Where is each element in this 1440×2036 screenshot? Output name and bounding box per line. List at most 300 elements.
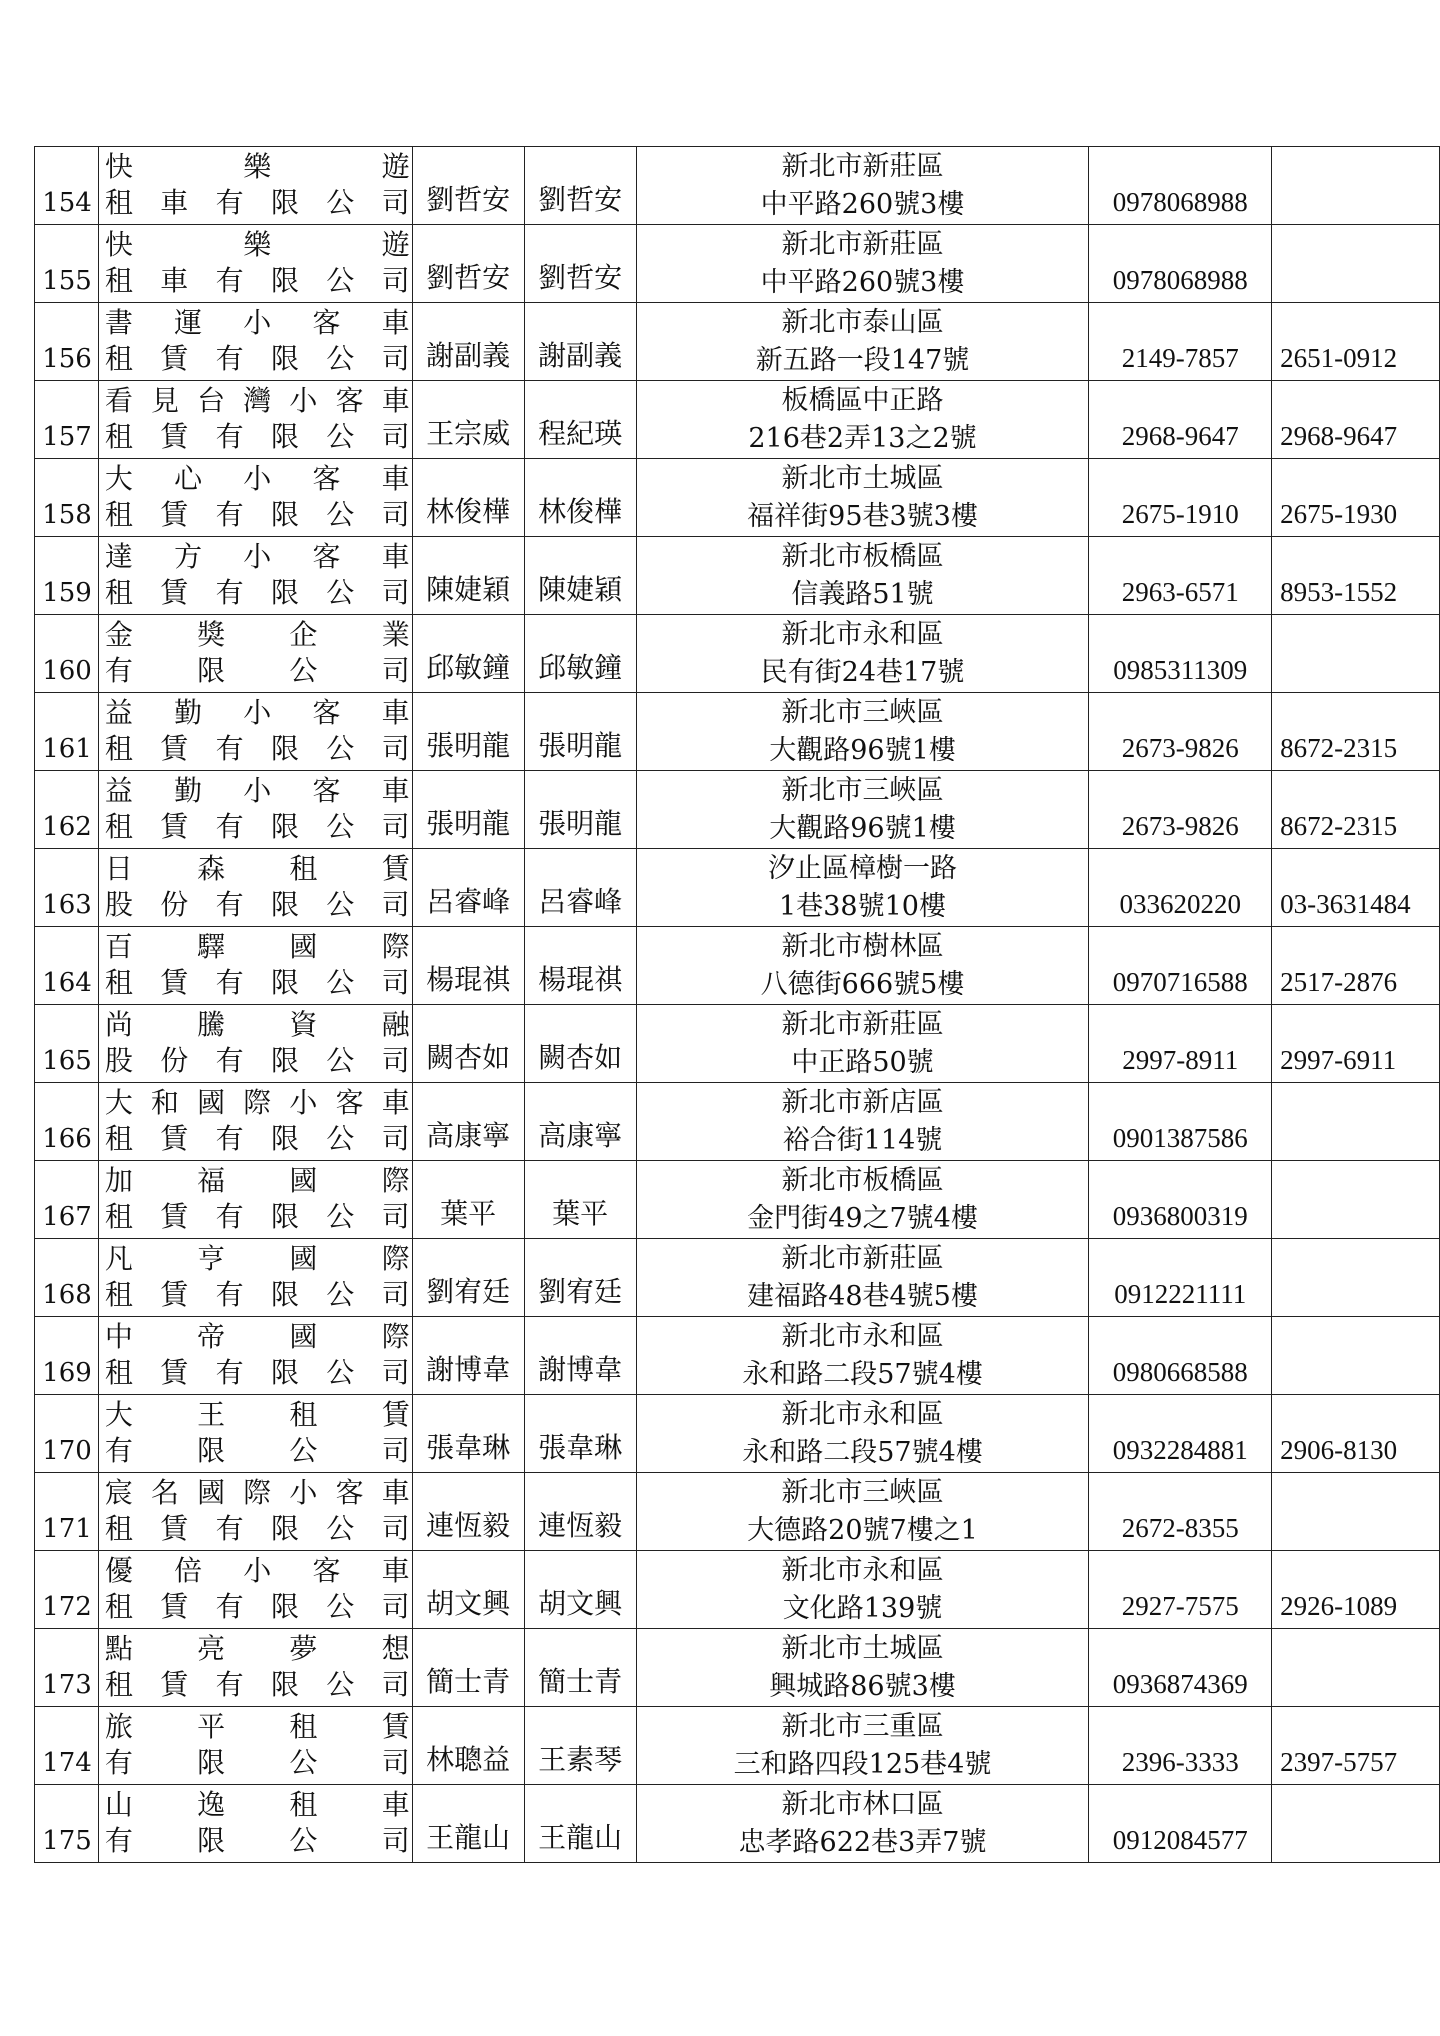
company-char: 有 [215, 888, 244, 921]
company-char: 公 [326, 1044, 355, 1077]
address-line2: 興城路86號3樓 [769, 1671, 956, 1702]
company-char: 租 [289, 1788, 318, 1821]
row-number: 173 [35, 1629, 99, 1707]
company-char: 限 [270, 1278, 299, 1311]
contact-person: 葉平 [524, 1161, 636, 1239]
company-char: 賃 [160, 576, 189, 609]
address-line1: 新北市板橋區 [781, 541, 944, 572]
representative: 張明龍 [412, 771, 524, 849]
company-char: 公 [326, 498, 355, 531]
representative: 劉哲安 [412, 147, 524, 225]
company-char: 國 [289, 1164, 318, 1197]
address [636, 615, 1089, 693]
company-char: 夢 [289, 1632, 318, 1665]
company-name-line2 [105, 888, 410, 922]
company-char: 有 [215, 498, 244, 531]
company-char: 司 [381, 654, 410, 687]
company-name [98, 1083, 412, 1161]
company-name-line2 [105, 342, 410, 376]
phone-secondary: 2397-5757 [1272, 1707, 1440, 1785]
company-char: 限 [270, 498, 299, 531]
company-name [98, 1551, 412, 1629]
contact-person: 連恆毅 [524, 1473, 636, 1551]
company-name-line2 [105, 654, 410, 688]
address [636, 927, 1089, 1005]
company-name-line1 [105, 852, 410, 886]
representative: 劉哲安 [412, 225, 524, 303]
company-char: 企 [289, 618, 318, 651]
company-char: 樂 [243, 150, 272, 183]
company-char: 有 [215, 1512, 244, 1545]
company-char: 公 [326, 1356, 355, 1389]
company-char: 車 [160, 186, 189, 219]
company-char: 小 [243, 540, 272, 573]
company-char: 車 [381, 306, 410, 339]
contact-person: 胡文興 [524, 1551, 636, 1629]
company-char: 看 [104, 384, 133, 417]
address-line2: 信義路51號 [791, 579, 934, 610]
company-char: 車 [381, 462, 410, 495]
row-number: 158 [35, 459, 99, 537]
phone-primary: 0912084577 [1089, 1785, 1272, 1863]
company-char: 限 [270, 1668, 299, 1701]
company-name-line1 [105, 462, 410, 496]
address-line1: 新北市三峽區 [781, 697, 944, 728]
representative: 劉宥廷 [412, 1239, 524, 1317]
company-char: 車 [381, 1554, 410, 1587]
phone-primary: 2396-3333 [1089, 1707, 1272, 1785]
representative: 連恆毅 [412, 1473, 524, 1551]
row-number: 174 [35, 1707, 99, 1785]
company-name-line1 [105, 1008, 410, 1042]
table-row [35, 1239, 1440, 1317]
company-name-line2 [105, 1590, 410, 1624]
company-char: 租 [104, 1590, 133, 1623]
company-char: 有 [215, 1044, 244, 1077]
company-char: 公 [289, 1434, 318, 1467]
company-char: 際 [381, 1320, 410, 1353]
company-char: 賃 [160, 810, 189, 843]
phone-primary: 0985311309 [1089, 615, 1272, 693]
table-body [35, 147, 1440, 1863]
company-name [98, 1317, 412, 1395]
contact-person: 張韋琳 [524, 1395, 636, 1473]
phone-secondary: 8672-2315 [1272, 771, 1440, 849]
company-char: 有 [215, 810, 244, 843]
company-char: 限 [197, 1434, 226, 1467]
company-name [98, 927, 412, 1005]
company-char: 股 [104, 1044, 133, 1077]
representative: 林俊樺 [412, 459, 524, 537]
company-char: 限 [270, 732, 299, 765]
company-char: 車 [381, 774, 410, 807]
company-char: 見 [151, 384, 180, 417]
address [636, 225, 1089, 303]
company-name-line1 [105, 384, 410, 418]
company-char: 快 [104, 150, 133, 183]
company-char: 百 [104, 930, 133, 963]
address-line1: 新北市林口區 [781, 1789, 944, 1820]
address [636, 1161, 1089, 1239]
company-char: 公 [326, 264, 355, 297]
company-char: 司 [381, 1434, 410, 1467]
company-char: 賃 [160, 1278, 189, 1311]
table-row [35, 1395, 1440, 1473]
company-char: 賃 [160, 420, 189, 453]
company-char: 國 [289, 1320, 318, 1353]
address-line1: 新北市板橋區 [781, 1165, 944, 1196]
company-char: 公 [326, 1278, 355, 1311]
table-row [35, 693, 1440, 771]
company-name [98, 1239, 412, 1317]
address [636, 537, 1089, 615]
company-char: 遊 [381, 150, 410, 183]
company-name-line1 [105, 1788, 410, 1822]
company-char: 租 [104, 498, 133, 531]
row-number: 165 [35, 1005, 99, 1083]
company-char: 限 [270, 810, 299, 843]
company-char: 車 [381, 1788, 410, 1821]
company-char: 公 [326, 186, 355, 219]
row-number: 161 [35, 693, 99, 771]
company-char: 勤 [174, 774, 203, 807]
phone-primary: 0936800319 [1089, 1161, 1272, 1239]
company-char: 司 [381, 810, 410, 843]
company-char: 司 [381, 420, 410, 453]
company-name [98, 1161, 412, 1239]
company-char: 大 [104, 1086, 133, 1119]
company-name-line2 [105, 732, 410, 766]
row-number: 154 [35, 147, 99, 225]
company-char: 車 [381, 696, 410, 729]
company-char: 租 [104, 966, 133, 999]
address-line2: 大觀路96號1樓 [769, 735, 956, 766]
representative: 胡文興 [412, 1551, 524, 1629]
company-char: 有 [215, 342, 244, 375]
company-char: 小 [243, 1554, 272, 1587]
company-char: 有 [215, 186, 244, 219]
company-char: 公 [326, 1200, 355, 1233]
company-char: 租 [104, 1356, 133, 1389]
address [636, 1083, 1089, 1161]
company-char: 樂 [243, 228, 272, 261]
company-char: 公 [326, 1590, 355, 1623]
representative: 楊琨祺 [412, 927, 524, 1005]
company-char: 倍 [174, 1554, 203, 1587]
company-char: 日 [104, 852, 133, 885]
company-char: 宸 [104, 1476, 133, 1509]
row-number: 157 [35, 381, 99, 459]
company-char: 際 [243, 1476, 272, 1509]
phone-primary: 2673-9826 [1089, 771, 1272, 849]
company-char: 心 [174, 462, 203, 495]
address-line1: 新北市樹林區 [781, 931, 944, 962]
phone-primary: 2968-9647 [1089, 381, 1272, 459]
company-char: 車 [381, 1476, 410, 1509]
company-char: 司 [381, 1044, 410, 1077]
company-char: 租 [104, 1278, 133, 1311]
address-line1: 新北市新莊區 [781, 229, 944, 260]
address-line1: 新北市泰山區 [781, 307, 944, 338]
table-row [35, 1005, 1440, 1083]
company-name-line2 [105, 186, 410, 220]
representative: 張明龍 [412, 693, 524, 771]
company-char: 司 [381, 888, 410, 921]
company-char: 融 [381, 1008, 410, 1041]
company-char: 租 [289, 1398, 318, 1431]
address-line1: 新北市三峽區 [781, 775, 944, 806]
company-char: 台 [197, 384, 226, 417]
company-char: 賃 [381, 1710, 410, 1743]
table-row [35, 849, 1440, 927]
phone-secondary: 2675-1930 [1272, 459, 1440, 537]
address-line1: 新北市永和區 [781, 1399, 944, 1430]
company-char: 租 [104, 420, 133, 453]
phone-secondary [1272, 1083, 1440, 1161]
row-number: 170 [35, 1395, 99, 1473]
company-char: 司 [381, 1356, 410, 1389]
phone-secondary [1272, 615, 1440, 693]
company-name-line1 [105, 1242, 410, 1276]
row-number: 167 [35, 1161, 99, 1239]
address-line2: 民有街24巷17號 [760, 657, 965, 688]
phone-secondary: 2968-9647 [1272, 381, 1440, 459]
address-line1: 汐止區樟樹一路 [768, 853, 957, 884]
address [636, 381, 1089, 459]
company-char: 小 [289, 384, 318, 417]
row-number: 172 [35, 1551, 99, 1629]
company-char: 限 [270, 1590, 299, 1623]
company-char: 限 [270, 1044, 299, 1077]
company-name-line2 [105, 810, 410, 844]
company-name [98, 771, 412, 849]
address [636, 303, 1089, 381]
company-char: 有 [215, 732, 244, 765]
company-char: 公 [326, 1122, 355, 1155]
company-name-line1 [105, 1476, 410, 1510]
company-char: 加 [104, 1164, 133, 1197]
company-char: 司 [381, 342, 410, 375]
company-name-line2 [105, 1278, 410, 1312]
company-char: 際 [381, 930, 410, 963]
phone-primary: 0936874369 [1089, 1629, 1272, 1707]
table-row [35, 1161, 1440, 1239]
representative: 謝博韋 [412, 1317, 524, 1395]
company-char: 司 [381, 1200, 410, 1233]
company-char: 公 [326, 966, 355, 999]
phone-secondary [1272, 1473, 1440, 1551]
company-name-line1 [105, 696, 410, 730]
company-char: 際 [381, 1164, 410, 1197]
row-number: 162 [35, 771, 99, 849]
phone-secondary [1272, 1785, 1440, 1863]
company-name-line2 [105, 1044, 410, 1078]
company-name-line1 [105, 150, 410, 184]
contact-person: 呂睿峰 [524, 849, 636, 927]
company-char: 公 [289, 1824, 318, 1857]
table-row [35, 1551, 1440, 1629]
company-char: 灣 [243, 384, 272, 417]
company-char: 國 [289, 930, 318, 963]
company-char: 益 [104, 774, 133, 807]
company-char: 車 [381, 540, 410, 573]
company-char: 限 [270, 888, 299, 921]
phone-secondary [1272, 1239, 1440, 1317]
company-name-line1 [105, 1632, 410, 1666]
address [636, 1785, 1089, 1863]
company-name [98, 225, 412, 303]
table-row [35, 381, 1440, 459]
company-char: 限 [270, 966, 299, 999]
contact-person: 謝副義 [524, 303, 636, 381]
company-name-line1 [105, 930, 410, 964]
contact-person: 高康寧 [524, 1083, 636, 1161]
address-line2: 裕合街114號 [782, 1125, 943, 1156]
company-name [98, 1473, 412, 1551]
company-char: 司 [381, 1746, 410, 1779]
company-char: 大 [104, 1398, 133, 1431]
address-line2: 金門街49之7號4樓 [747, 1203, 978, 1234]
address-line2: 中平路260號3樓 [760, 189, 965, 220]
company-char: 名 [151, 1476, 180, 1509]
address-line1: 新北市永和區 [781, 1321, 944, 1352]
company-name [98, 693, 412, 771]
phone-secondary: 8953-1552 [1272, 537, 1440, 615]
company-char: 司 [381, 1590, 410, 1623]
contact-person: 王素琴 [524, 1707, 636, 1785]
company-char: 資 [289, 1008, 318, 1041]
phone-secondary [1272, 1161, 1440, 1239]
representative: 簡士青 [412, 1629, 524, 1707]
table-row [35, 1785, 1440, 1863]
company-char: 凡 [104, 1242, 133, 1275]
company-char: 益 [104, 696, 133, 729]
table-row [35, 927, 1440, 1005]
company-char: 獎 [197, 618, 226, 651]
company-char: 國 [289, 1242, 318, 1275]
company-char: 遊 [381, 228, 410, 261]
address [636, 849, 1089, 927]
address-line2: 新五路一段147號 [755, 345, 970, 376]
company-char: 份 [160, 888, 189, 921]
row-number: 160 [35, 615, 99, 693]
contact-person: 謝博韋 [524, 1317, 636, 1395]
company-name-line2 [105, 1824, 410, 1858]
contact-person: 邱敏鐘 [524, 615, 636, 693]
phone-primary: 0912221111 [1089, 1239, 1272, 1317]
table-row [35, 537, 1440, 615]
company-name [98, 1395, 412, 1473]
company-char: 司 [381, 1122, 410, 1155]
company-char: 運 [174, 306, 203, 339]
company-char: 賃 [160, 966, 189, 999]
company-char: 帝 [197, 1320, 226, 1353]
company-name [98, 147, 412, 225]
table-row [35, 225, 1440, 303]
company-char: 王 [197, 1398, 226, 1431]
company-name-line1 [105, 1710, 410, 1744]
company-char: 公 [326, 576, 355, 609]
company-name-line2 [105, 1356, 410, 1390]
phone-primary: 0970716588 [1089, 927, 1272, 1005]
company-char: 司 [381, 966, 410, 999]
company-char: 限 [270, 1356, 299, 1389]
row-number: 155 [35, 225, 99, 303]
company-char: 有 [215, 966, 244, 999]
company-char: 司 [381, 264, 410, 297]
company-name [98, 537, 412, 615]
company-char: 限 [270, 1200, 299, 1233]
representative: 王龍山 [412, 1785, 524, 1863]
address-line2: 中正路50號 [791, 1047, 934, 1078]
company-char: 公 [326, 1512, 355, 1545]
company-char: 賃 [160, 1590, 189, 1623]
row-number: 168 [35, 1239, 99, 1317]
phone-primary: 2673-9826 [1089, 693, 1272, 771]
phone-secondary: 03-3631484 [1272, 849, 1440, 927]
address-line2: 1巷38號10樓 [779, 891, 946, 922]
company-char: 限 [270, 1512, 299, 1545]
company-name [98, 1707, 412, 1785]
company-name-line1 [105, 540, 410, 574]
company-char: 快 [104, 228, 133, 261]
company-char: 司 [381, 498, 410, 531]
representative: 呂睿峰 [412, 849, 524, 927]
company-char: 有 [215, 1356, 244, 1389]
phone-secondary [1272, 225, 1440, 303]
company-char: 客 [335, 1086, 364, 1119]
company-char: 租 [104, 810, 133, 843]
phone-secondary: 2517-2876 [1272, 927, 1440, 1005]
address [636, 1551, 1089, 1629]
contact-person: 劉哲安 [524, 147, 636, 225]
phone-secondary: 2651-0912 [1272, 303, 1440, 381]
phone-secondary: 8672-2315 [1272, 693, 1440, 771]
address-line2: 大觀路96號1樓 [769, 813, 956, 844]
company-char: 限 [270, 342, 299, 375]
contact-person: 劉哲安 [524, 225, 636, 303]
company-char: 限 [197, 654, 226, 687]
company-char: 限 [197, 1746, 226, 1779]
company-char: 點 [104, 1632, 133, 1665]
phone-primary: 2997-8911 [1089, 1005, 1272, 1083]
row-number: 175 [35, 1785, 99, 1863]
contact-person: 楊琨祺 [524, 927, 636, 1005]
company-char: 書 [104, 306, 133, 339]
contact-person: 陳婕穎 [524, 537, 636, 615]
company-char: 租 [104, 264, 133, 297]
phone-secondary [1272, 1317, 1440, 1395]
phone-primary: 2675-1910 [1089, 459, 1272, 537]
address [636, 1239, 1089, 1317]
company-char: 公 [326, 888, 355, 921]
company-char: 份 [160, 1044, 189, 1077]
company-char: 想 [381, 1632, 410, 1665]
address-line2: 忠孝路622巷3弄7號 [738, 1827, 987, 1858]
company-name [98, 381, 412, 459]
row-number: 163 [35, 849, 99, 927]
company-name-line2 [105, 1668, 410, 1702]
table-row [35, 459, 1440, 537]
row-number: 171 [35, 1473, 99, 1551]
company-char: 限 [270, 420, 299, 453]
contact-person: 張明龍 [524, 771, 636, 849]
company-char: 小 [243, 462, 272, 495]
company-name-line1 [105, 618, 410, 652]
company-char: 客 [312, 1554, 341, 1587]
phone-primary: 0932284881 [1089, 1395, 1272, 1473]
company-char: 租 [104, 1122, 133, 1155]
